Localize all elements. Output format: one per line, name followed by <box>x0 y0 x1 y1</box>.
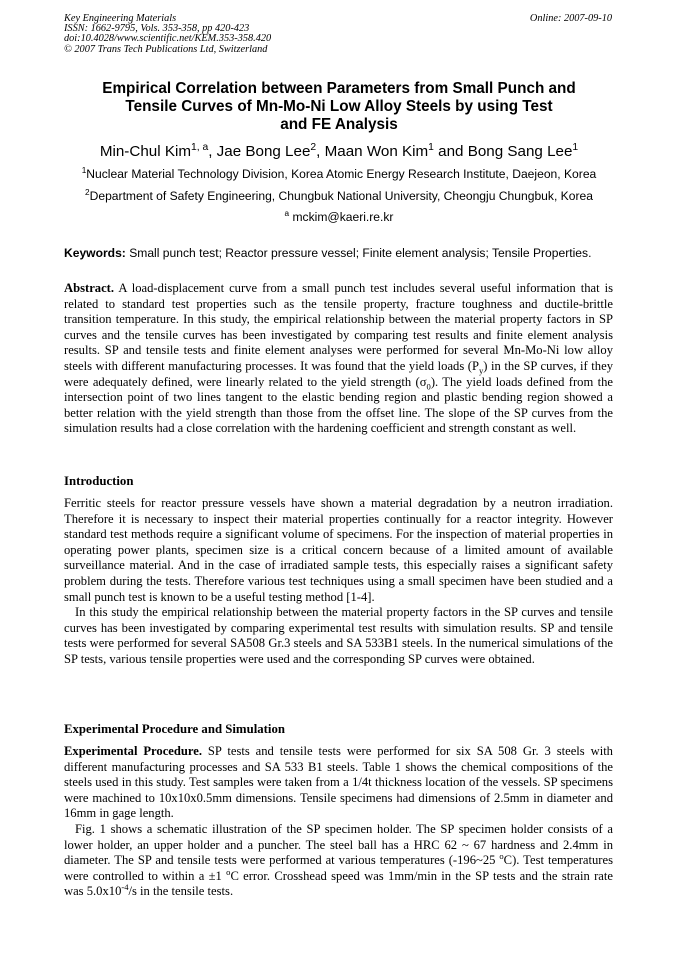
title-line: Tensile Curves of Mn-Mo-Ni Low Alloy Steels by using Test <box>125 98 553 115</box>
author-name: Min-Chul Kim <box>99 143 191 160</box>
experimental-body <box>64 744 613 900</box>
issn: ISSN: 1662-9795, Vols. 353-358, pp 420-423 <box>64 23 250 35</box>
aff-sup: 1 <box>81 165 87 175</box>
author-sup: 1 <box>572 141 579 153</box>
journal-header <box>64 14 612 55</box>
author-sup: 1 <box>428 141 434 153</box>
author-name: Maan Won Kim <box>324 143 429 160</box>
subscript: 0 <box>426 381 431 392</box>
abstract-text: A load-displacement curve from a small punch test includes several useful information that is related to standard test properties such as the tensile property, fracture toughness and ductile-brittle transition temperature. In this study, the empirical relationship between the material property factors in SP curves and the tensile curves has been investigated by comparing test results and finite element analysis results. SP and tensile tests and finite element analyses were performed for several Mn-Mo-Ni low alloy steels with different manufacturing processes. It was found that the yield loads (P <box>64 281 613 373</box>
paragraph <box>64 822 613 900</box>
abstract <box>64 281 613 437</box>
text: C error. Crosshead speed was 1mm/min in the SP tests and the strain rate was 5.0x10 <box>64 868 613 899</box>
aff-sup: 2 <box>85 187 90 197</box>
abstract-label: Abstract. <box>64 281 115 295</box>
author-list <box>20 143 658 160</box>
author-name: Jae Bong Lee <box>216 143 311 160</box>
author-email <box>20 210 658 224</box>
degree: o <box>499 850 504 861</box>
text: C). Test temperatures were controlled to within a ±1 <box>64 853 613 883</box>
paragraph: Ferritic steels for reactor pressure vessels have shown a material degradation by a neutron irradiation. Therefore it is necessary to inspect their material properties continually for a reactor integrity. However standard test methods require a significant volume of specimens. For the inspection of material properties in operating power plants, specimen size is a critical concern because of a limited amount of available surveillance material. And in the case of irradiated sample tests, this especially raises a significant safety problem during the tests. Therefore various test techniques using a small specimen have been studied and a small punch test is known to be a useful testing method [1-4]. <box>64 496 613 604</box>
abstract-text: ). The yield loads defined from the intersection point of two lines tangent to the elastic bending region and plastic bending region showed a better relation with the yield strength than those from the offset line. The slope of the SP curves from the simulation results had a close correlation with the hardening coefficient and strength constant as well. <box>64 374 613 436</box>
title-line: Empirical Correlation between Parameters from Small Punch and <box>102 80 576 97</box>
title-line: and FE Analysis <box>280 116 398 133</box>
author-name: Bong Sang Lee <box>467 143 573 160</box>
keywords <box>64 246 614 260</box>
paper-title <box>40 80 638 134</box>
author-sep: , <box>208 143 217 160</box>
degree: o <box>226 866 231 877</box>
keywords-text: Small punch test; Reactor pressure vessel; Finite element analysis; Tensile Properties. <box>125 246 592 260</box>
subscript: y <box>479 365 484 376</box>
online-date: Online: 2007-09-10 <box>529 13 612 24</box>
aff-text: mckim@kaeri.re.kr <box>289 210 394 224</box>
affiliation-1 <box>20 167 658 181</box>
paragraph: In this study the empirical relationship between the material property factors in the SP curves and tensile curves has been investigated by comparing experimental test results with simulation results. SP and tensile tests were performed for several SA508 Gr.3 steels and SA 533B1 steels. In the numerical simulations of the SP tests, various tensile properties were used and the corresponding SP curves were obtained. <box>64 605 613 666</box>
introduction-body <box>64 496 613 668</box>
experimental-heading: Experimental Procedure and Simulation <box>64 722 285 736</box>
text: Fig. 1 shows a schematic illustration of the SP specimen holder. The SP specimen holder consists of a lower holder, an upper holder and a puncher. The steel ball has a HRC 62 ~ 67 hardness and 2.4mm in diameter. The SP and tensile tests were performed at various temperatures (-196~25 <box>64 821 613 868</box>
text: /s in the tensile tests. <box>128 884 234 899</box>
subsection-label: Experimental Procedure. <box>64 744 202 758</box>
copyright: © 2007 Trans Tech Publications Ltd, Switzerland <box>64 43 268 55</box>
abstract-text: ) in the SP curves, if they were adequately defined, were linearly related to the yield strength (σ <box>64 358 613 389</box>
aff-text: Nuclear Material Technology Division, Korea Atomic Energy Research Institute, Daejeon, Korea <box>86 167 597 181</box>
exponent: -4 <box>121 882 129 893</box>
paragraph: SP tests and tensile tests were performed for six SA 508 Gr. 3 steels with different manufacturing processes and SA 533 B1 steels. Table 1 shows the chemical compositions of the steels used in this study. Test samples were taken from a 1/4t thickness location of the vessels. SP specimens were machined to 10x10x0.5mm dimensions. Tensile specimens had dimensions of 2.5mm in diameter and 16mm in gage length. <box>64 744 613 821</box>
aff-text: Department of Safety Engineering, Chungbuk National University, Cheongju Chungbuk, Korea <box>89 189 593 203</box>
introduction-heading: Introduction <box>64 474 134 488</box>
author-sep: and <box>433 143 468 160</box>
author-sup: 1, a <box>190 141 209 153</box>
aff-sup: a <box>284 208 290 218</box>
affiliation-2 <box>20 189 658 203</box>
keywords-label: Keywords: <box>64 246 126 260</box>
author-sep: , <box>316 143 325 160</box>
doi: doi:10.4028/www.scientific.net/KEM.353-358.420 <box>64 33 272 45</box>
author-sup: 2 <box>310 141 317 153</box>
journal-name: Key Engineering Materials <box>64 13 177 24</box>
